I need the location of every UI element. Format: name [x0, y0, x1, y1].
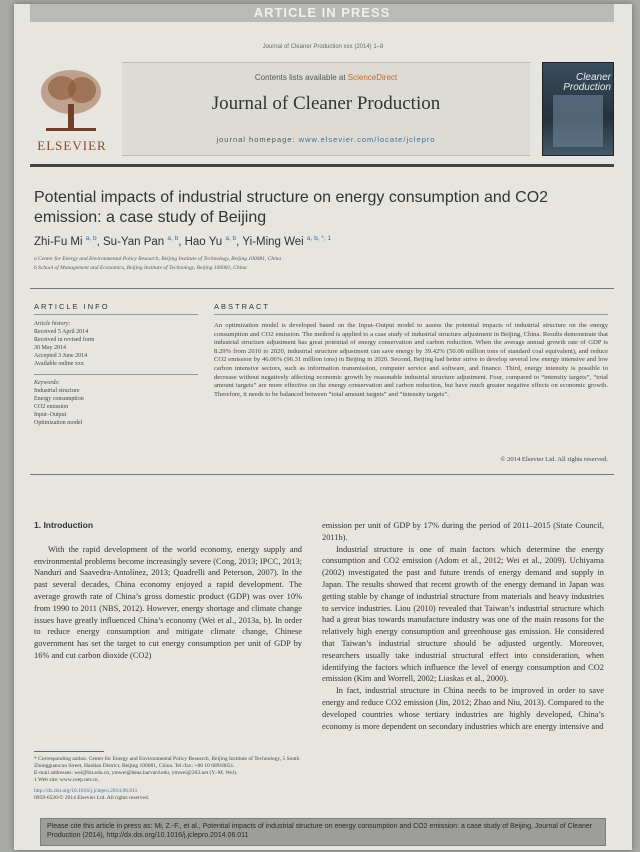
cover-title: Cleaner Production: [563, 72, 611, 93]
affiliation: a Center for Energy and Environmental Policy Research, Beijing Institute of Technology, Beijing 100081, China: [34, 256, 282, 262]
body-paragraph: emission per unit of GDP by 17% during the period of 2011–2015 (State Council, 2011b).: [322, 521, 604, 542]
doi-link[interactable]: http://dx.doi.org/10.1016/j.jclepro.2014.06.011: [34, 788, 138, 794]
author-marks: a, b, *, 1: [306, 235, 332, 242]
author-marks: a, b: [85, 235, 97, 242]
homepage-prefix: journal homepage:: [216, 135, 299, 144]
history-label: Article history:: [34, 321, 71, 327]
article-info-heading: ARTICLE INFO: [34, 302, 110, 311]
abstract-heading: ABSTRACT: [214, 302, 271, 311]
contents-prefix: Contents lists available at: [254, 73, 348, 82]
cover-image: [553, 95, 603, 147]
journal-title: Journal of Cleaner Production: [211, 93, 441, 114]
body-left-column: [34, 520, 302, 662]
author-list: Zhi-Fu Mi $^{a, b}$, Su-Yan Pan $^{a, b}$, Hao Yu $^{a, b}$, Yi-Ming Wei $^{a, b, *, 1}$: [34, 235, 332, 248]
keyword: Industrial structure: [34, 388, 80, 394]
history-item: Available online xxx: [34, 361, 84, 367]
journal-homepage: [122, 135, 530, 144]
running-head: Journal of Cleaner Production xxx (2014) 1–8: [262, 44, 384, 50]
cite-notice: Please cite this article in press as: Mi, Z.-F., et al., Potential impacts of industrial structure on energy consumption and CO2 emission: a case study of Beijing, Journal of Cleaner Production (2014), http://dx.doi.org/10.1016/j.jclepro.2014.06.011: [40, 818, 606, 846]
body-paragraph: In fact, industrial structure in China needs to be improved in order to save energy and reduce CO2 emission (Jin, 2012; Zhao and Niu, 2013). Compared to the developed countries whose tertiary industries are highly developed, China’s economy is more dependent on secondary industries which are energy intensive and: [322, 686, 604, 731]
author-name[interactable]: Yi-Ming Wei: [242, 235, 304, 248]
keywords-label: Keywords:: [34, 380, 60, 386]
author-marks: a, b: [225, 235, 237, 242]
journal-cover: [542, 62, 614, 156]
history-item: Accepted 3 June 2014: [34, 353, 88, 359]
keyword: Optimization model: [34, 420, 83, 426]
homepage-link[interactable]: www.elsevier.com/locate/jclepro: [298, 135, 436, 144]
body-paragraph: Industrial structure is one of main factors which determine the energy consumption and CO2 emission (Adom et al., 2012; Wei et al., 2009). Uchiyama (2002) investigated the past and future trends of energy demand and supply in Japan. The results showed that recent growth of the energy demand in Japan was getting stable by change of industrial structure from materials and heavy industries to service industries. Liou (2010) revealed that Taiwan’s industrial structure which had a great bias towards manufacture industry was one of the main reasons for the relatively high energy consumption and greenhouse gas emission. He considered that Taiwan’s industrial structure should be adjusted urgently. Moreover, researchers usually take industrial structural effect into consideration, when identifying the factors which influence the level of energy consumption and CO2 emission (Kim and Worrell, 2002; Liaskas et al., 2000).: [322, 544, 604, 684]
article-page: [14, 4, 632, 850]
section-rule: [30, 288, 614, 289]
abstract-text: An optimization model is developed based on the Input–Output model to assess the potential impacts of industrial structure on the energy consumption and CO2 emission. The method is applied to a case study of industrial structure adjustment in Beijing, China. Results demonstrate that industrial structure adjustment has great potential of energy conservation and carbon reduction. When the average annual growth rate of GDP is 8.29% from 2010 to 2020, industrial structure adjustment can save energy by 39.42% (50.06 million tons of standard coal equivalent), and reduce CO2 emission by 46.06% (96.31 million tons) in Beijing in 2020. Second, Beijing had better strive to develop several low energy intensive and low carbon intensive sectors, such as information transmission, computer service and software, and finance. Third, energy intensity is possible to decrease without negatively affecting economic growth by reasonable industrial structure adjustment. Four, compared to “intensity targets”, “total amount targets” are more effective on the energy conservation and carbon reduction, but have much greater negative effects on economic growth. Therefore, it needs to be balanced between “total amount targets” and “intensity targets”.: [214, 322, 608, 398]
author-name[interactable]: Zhi-Fu Mi: [34, 235, 83, 248]
elsevier-tree-icon: [34, 66, 108, 136]
footnote-web: 1 Web site: www.ceep.net.cn.: [34, 777, 99, 783]
footnote-rule: [34, 751, 104, 752]
body-right-column: [322, 520, 604, 732]
section-heading-introduction: 1. Introduction: [34, 520, 94, 530]
abstract-bottom-rule: [30, 474, 614, 475]
elsevier-wordmark: ELSEVIER: [37, 138, 107, 153]
header-rule: [30, 164, 614, 167]
article-in-press-banner: ARTICLE IN PRESS: [30, 4, 614, 22]
keyword: Energy consumption: [34, 396, 84, 402]
keyword: Input–Output: [34, 412, 67, 418]
footnote-corresponding: * Corresponding author. Center for Energy and Environmental Policy Research, Beijing Institute of Technology, 5 South Zhongguancun Street, Haidian District, Beijing 100081, China. Tel./fax: +86 10 68918651.: [34, 756, 300, 769]
keyword: CO2 emission: [34, 404, 69, 410]
body-paragraph: With the rapid development of the world economy, energy supply and environmental problems become increasingly severe (Cong, 2013; IPCC, 2013; Nanduri and Saavedra-Antolínez, 2013; Quadrelli and Peterson, 2007). In the past several decades, China economy enjoyed a rapid development. The average growth rate of China’s gross domestic product (GDP) was over 10% from 1990 to 2011 (NBS, 2012). However, energy shortage and climate change issues have greatly influenced China’s economy (Wei et al., 2013a, b). In order to reduce energy consumption and mitigate climate change, Chinese government has set the target to cut energy consumption per unit of GDP by 16% and cut carbon dioxide (CO2): [34, 544, 302, 660]
contents-line: [122, 73, 530, 82]
elsevier-logo: [30, 66, 114, 154]
history-item: Received in revised form: [34, 337, 95, 343]
affiliation: b School of Management and Economics, Beijing Institute of Technology, Beijing 100081, China: [34, 265, 247, 271]
issn-line: 0959-6526/© 2014 Elsevier Ltd. All rights reserved.: [34, 795, 150, 801]
author-name[interactable]: Hao Yu: [184, 235, 223, 248]
sciencedirect-link[interactable]: ScienceDirect: [347, 73, 398, 82]
abstract-copyright: © 2014 Elsevier Ltd. All rights reserved.: [500, 456, 608, 463]
info-divider: [34, 368, 198, 375]
article-title: Potential impacts of industrial structure on energy consumption and CO2 emission: a case study of Beijing: [34, 189, 549, 226]
abstract-rule: [214, 314, 608, 315]
journal-header: [30, 62, 614, 156]
info-rule: [34, 314, 198, 315]
footnotes: [34, 756, 304, 784]
author-name[interactable]: Su-Yan Pan: [103, 235, 165, 248]
history-item: Received 5 April 2014: [34, 329, 89, 335]
footnote-email: E-mail addresses: wei@bit.edu.cn, ymwei@deas.harvard.edu, ymwei@263.net (Y.-M. Wei).: [34, 770, 238, 776]
author-marks: a, b: [167, 235, 179, 242]
masthead: [122, 62, 530, 156]
article-info: [34, 320, 204, 427]
doi-block: [34, 788, 304, 802]
history-item: 30 May 2014: [34, 345, 66, 351]
